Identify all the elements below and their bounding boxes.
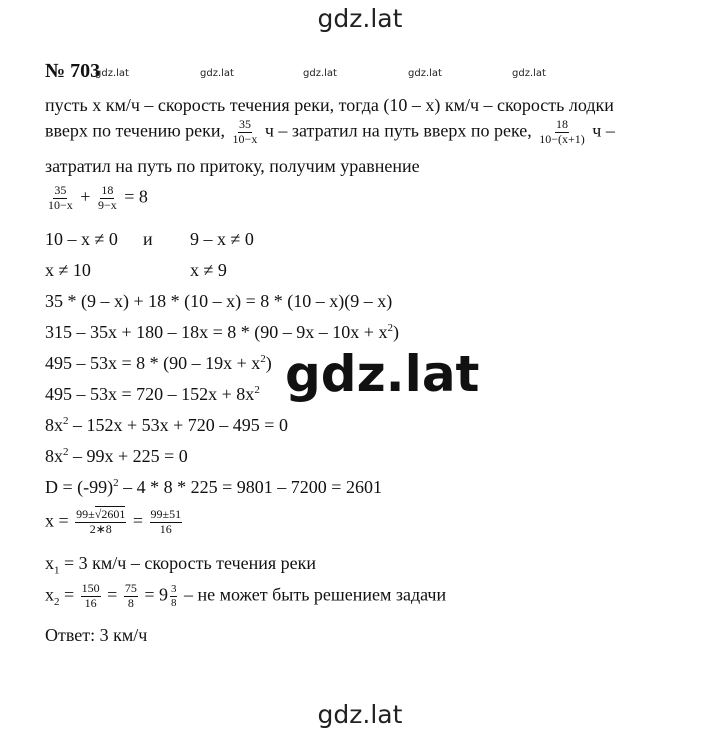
condition-1c: 9 – х ≠ 0 bbox=[190, 229, 254, 249]
eq1-fraction-1: $\frac{35}{10-x}$ bbox=[48, 183, 73, 212]
step-3: $495 - 53х = 8 * (90 - 19х + х^2)$ bbox=[45, 353, 272, 373]
text-line-2c: ч – bbox=[592, 120, 615, 141]
roots-fraction-1: $\frac{99\pm√2601}{2∗8}$ bbox=[76, 507, 126, 536]
fraction-35-over-10-x: $\frac{35}{10-x}$ bbox=[232, 117, 258, 146]
step-4: $495 - 53х = 720 - 152х + 8х^2$ bbox=[45, 384, 260, 404]
step-2: $315 - 35х + 180 - 18х = 8 * (90 - 9х - 10х + х^2)$ bbox=[45, 322, 399, 342]
watermark-top: gdz.lat bbox=[317, 4, 403, 33]
condition-1a: 10 – х ≠ 0 bbox=[45, 229, 118, 249]
watermark-small-3: gdz.lat bbox=[303, 68, 337, 79]
step-6: $8х^2 - 99х + 225 = 0$ bbox=[45, 446, 188, 466]
root-x2: $х_2$ = $\frac{150}{16}$ = $\frac{75}{8}$ = 9 $\frac{3}{8}$ – не может быть решением задачи bbox=[45, 581, 447, 610]
eq1-plus: + bbox=[80, 186, 91, 207]
discriminant: $D = (-99)^2 - 4 * 8 * 225 = 9801 - 7200 = 2601$ bbox=[45, 477, 382, 497]
roots-equals: = bbox=[132, 510, 143, 531]
root-x1: $х_1 = 3$ км/ч – скорость течения реки bbox=[45, 553, 317, 577]
condition-and: и bbox=[143, 229, 153, 249]
condition-2a: х ≠ 10 bbox=[45, 260, 91, 280]
roots-lhs: х = bbox=[45, 510, 69, 531]
watermark-center: gdz.lat bbox=[285, 345, 480, 403]
text-line-2 bbox=[45, 118, 615, 147]
eq1-rhs: = 8 bbox=[124, 186, 148, 207]
x2-fraction-3-8: $\frac{3}{8}$ bbox=[170, 583, 177, 609]
watermark-small-4: gdz.lat bbox=[408, 68, 442, 79]
roots-fraction-2: $\frac{99\pm 51}{16}$ bbox=[150, 507, 182, 536]
text-line-2a: вверх по течению реки, bbox=[45, 120, 226, 141]
watermark-small-2: gdz.lat bbox=[200, 68, 234, 79]
problem-number: № 703 bbox=[45, 60, 101, 82]
eq1-fraction-2: $\frac{18}{9-x}$ bbox=[97, 183, 117, 212]
watermark-small-5: gdz.lat bbox=[512, 68, 546, 79]
watermark-bottom: gdz.lat bbox=[317, 700, 403, 729]
step-1: 35 * (9 – х) + 18 * (10 – х) = 8 * (10 – х)(9 – х) bbox=[45, 291, 393, 311]
text-line-3: затратил на путь по притоку, получим уравнение bbox=[45, 156, 420, 176]
fraction-18-over-10-x-1: $\frac{18}{10-(x+1)}$ bbox=[539, 117, 585, 146]
condition-2b: х ≠ 9 bbox=[190, 260, 227, 280]
roots-formula bbox=[45, 508, 184, 537]
text-line-1: пусть х км/ч – скорость течения реки, тогда (10 – х) км/ч – скорость лодки bbox=[45, 95, 614, 115]
answer: Ответ: 3 км/ч bbox=[45, 625, 148, 645]
step-5: $8х^2 - 152х + 53х + 720 - 495 = 0$ bbox=[45, 415, 288, 435]
x2-fraction-150-16: $\frac{150}{16}$ bbox=[81, 581, 100, 610]
text-line-2b: ч – затратил на путь вверх по реке, bbox=[264, 120, 532, 141]
equation-1 bbox=[45, 184, 148, 213]
watermark-small-1: gdz.lat bbox=[95, 68, 129, 79]
x2-fraction-75-8: $\frac{75}{8}$ bbox=[124, 581, 137, 610]
